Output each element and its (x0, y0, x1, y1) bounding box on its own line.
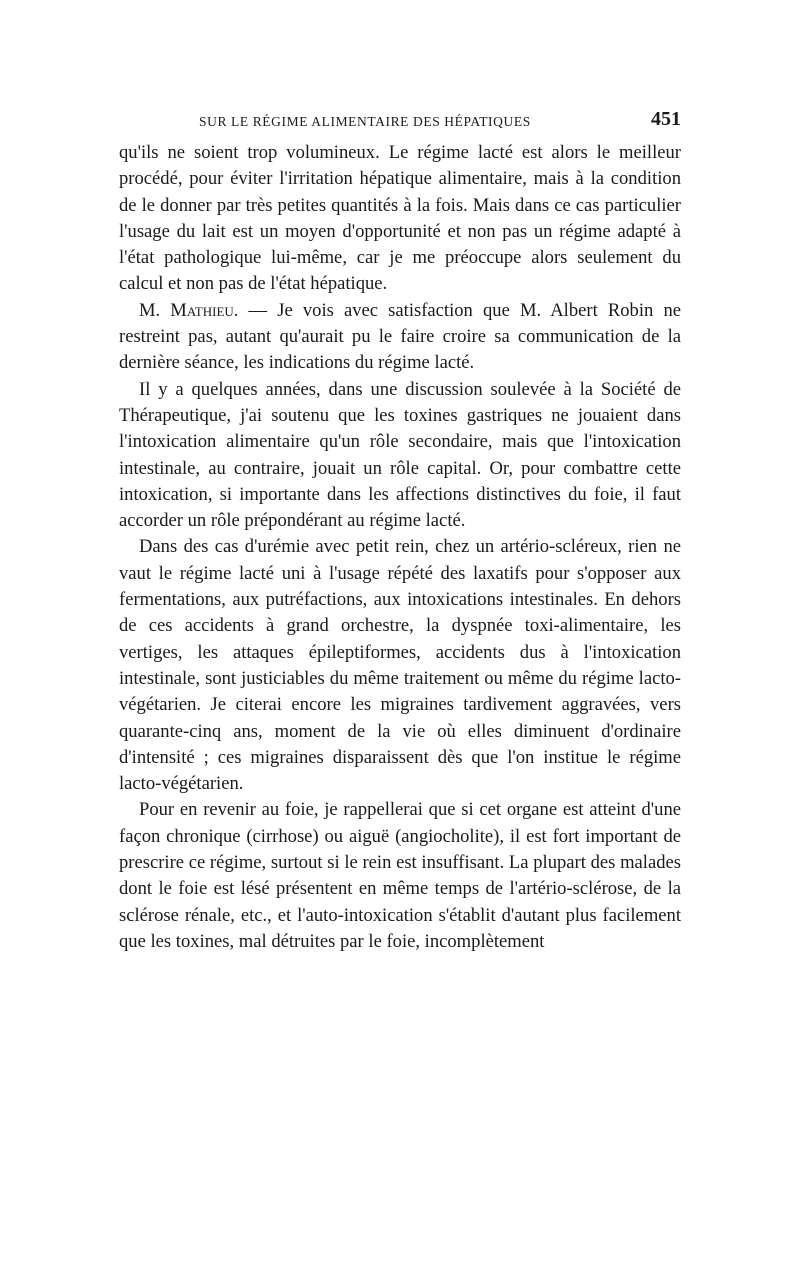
body-text (119, 140, 681, 955)
paragraph-text: Il y a quelques années, dans une discussion soulevée à la Société de Thérapeutique, j'ai soutenu que les toxines gastriques ne jouaient dans l'intoxication alimentaire qu'un rôle secondaire, mais que l'intoxication intestinale, au contraire, jouait un rôle capital. Or, pour combattre cette intoxication, si importante dans les affections distinctives du foie, il faut accorder un rôle prépondérant au régime lacté. (119, 378, 681, 532)
paragraph-text: Dans des cas d'urémie avec petit rein, chez un artério-scléreux, rien ne vaut le régime lacté uni à l'usage répété des laxatifs pour s'opposer aux fermentations, aux putréfactions, aux intoxications intestinales. En dehors de ces accidents à grand orchestre, la dyspnée toxi-alimentaire, les vertiges, les attaques épileptiformes, accidents dus à l'intoxication intestinale, sont justiciables du même traitement ou même du régime lacto-végétarien. Je citerai encore les migraines tardivement aggravées, vers quarante-cinq ans, moment de la vie où elles diminuent d'ordinaire d'intensité ; ces migraines disparaissent dès que l'on institue le régime lacto-végétarien. (119, 536, 681, 795)
paragraph-mathieu (119, 298, 681, 377)
paragraph-intoxication (119, 377, 681, 535)
book-page (119, 106, 681, 955)
running-head (119, 106, 681, 140)
paragraph-uremie (119, 534, 681, 797)
paragraph-text: Pour en revenir au foie, je rappellerai que si cet organe est atteint d'une façon chronique (cirrhose) ou aiguë (angiocholite), il est fort important de prescrire ce régime, surtout si le rein est insuffisant. La plupart des malades dont le foie est lésé présentent en même temps de l'artério-sclérose, de la sclérose rénale, etc., et l'auto-intoxication s'établit d'autant plus facilement que les toxines, mal détruites par le foie, incomplètement (119, 799, 681, 952)
running-title: SUR LE RÉGIME ALIMENTAIRE DES HÉPATIQUES (199, 114, 531, 129)
speaker-name: M. Mathieu. (139, 299, 239, 321)
paragraph-foie (119, 797, 681, 955)
paragraph-continuation (119, 140, 681, 298)
paragraph-text: — Je vois avec satisfaction que M. Albert Robin ne restreint pas, autant qu'aurait pu le faire croire sa communication de la dernière séance, les indications du régime lacté. (119, 299, 681, 374)
page-number: 451 (651, 108, 681, 130)
paragraph-text: qu'ils ne soient trop volumineux. Le régime lacté est alors le meilleur procédé, pour éviter l'irritation hépatique alimentaire, mais à la condition de le donner par très petites quantités à la fois. Mais dans ce cas particulier l'usage du lait est un moyen d'opportunité et non pas un régime adapté à l'état pathologique lui-même, car je me préoccupe alors seulement du calcul et non pas de l'état hépatique. (119, 142, 681, 295)
